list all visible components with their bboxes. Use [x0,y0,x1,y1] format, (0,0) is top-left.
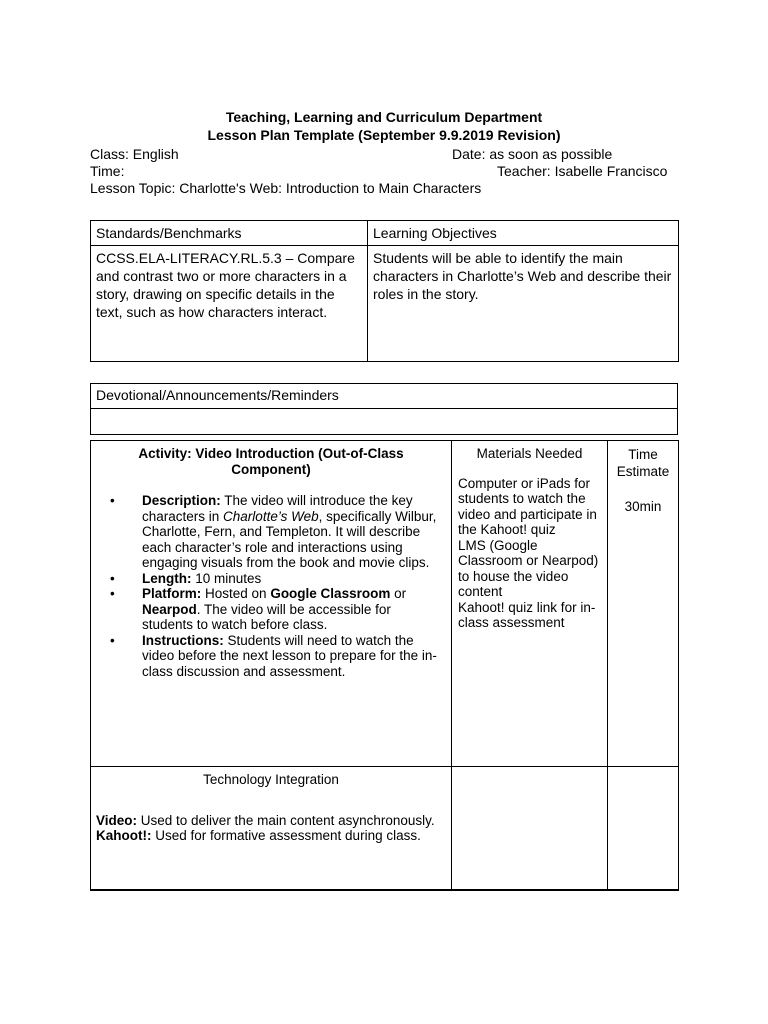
document-subtitle: Lesson Plan Template (September 9.9.2019 Revision) [207,127,561,143]
standards-objectives-table [90,220,679,362]
lesson-topic-field: Lesson Topic: Charlotte's Web: Introduction to Main Characters [90,180,482,196]
materials-list [452,462,607,631]
activity-table [90,440,679,891]
time-cell [608,441,679,767]
materials-cell [452,441,608,767]
standards-cell: CCSS.ELA-LITERACY.RL.5.3 – Compare and contrast two or more characters in a story, drawing on specific details in the text, such as how characters interact. [91,246,368,362]
objectives-header: Learning Objectives [368,221,679,246]
materials-item: LMS (Google Classroom or Nearpod) to house the video content [458,537,599,599]
activity-list [91,493,451,679]
devotional-header: Devotional/Announcements/Reminders [91,384,678,409]
class-field: Class: English [90,146,179,162]
activity-cell [91,441,452,767]
time-field: Time: [90,163,125,179]
teacher-field: Teacher: Isabelle Francisco [497,163,668,179]
technology-cell [91,767,452,890]
technology-video-line: Video: Used to deliver the main content asynchronously. [96,812,435,828]
time-header: Time Estimate [616,447,670,479]
materials-item: Kahoot! quiz link for in-class assessment [458,599,596,630]
list-item-platform: • Platform: Hosted on Google Classroom or Nearpod. The video will be accessible for students to watch before class. [142,586,445,633]
list-item-instructions: • Instructions: Students will need to watch the video before the next lesson to prepare for the in-class discussion and assessment. [142,633,445,680]
list-item-description: • Description: The video will introduce the key characters in Charlotte’s Web, specifically Wilbur, Charlotte, Fern, and Templeton. It will describe each character’s role and interactions using engaging visuals from the book and movie clips. [142,493,445,571]
devotional-table [90,383,678,435]
document-title: Teaching, Learning and Curriculum Department [225,109,543,125]
list-item-length: • Length: 10 minutes [142,571,445,587]
devotional-body [91,409,678,435]
technology-kahoot-line: Kahoot!: Used for formative assessment during class. [96,828,421,843]
technology-time-cell [608,767,679,890]
technology-header: Technology Integration [203,772,339,787]
time-value: 30min [624,499,662,514]
date-field: Date: as soon as possible [452,146,613,162]
objectives-cell: Students will be able to identify the main characters in Charlotte’s Web and describe their roles in the story. [368,246,679,362]
technology-materials-cell [452,767,608,890]
standards-header: Standards/Benchmarks [91,221,368,246]
materials-item: Computer or iPads for students to watch the video and participate in the Kahoot! quiz [458,475,597,537]
activity-title: Activity: Video Introduction (Out-of-Class Component) [138,446,404,477]
materials-header: Materials Needed [476,446,583,461]
